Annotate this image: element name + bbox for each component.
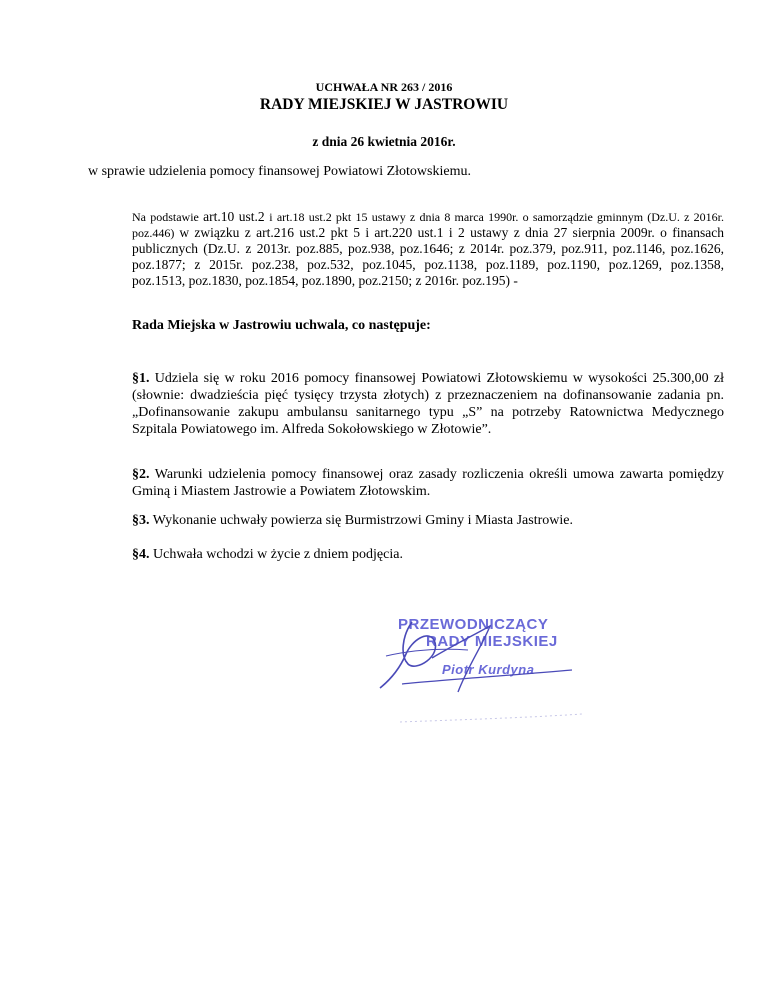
legal-basis xyxy=(88,209,724,289)
paragraph-4-number: §4. xyxy=(132,547,150,562)
paragraph-3 xyxy=(88,512,724,529)
stamp-line-name: Piotr Kurdyna xyxy=(442,662,535,677)
council-name: RADY MIEJSKIEJ W JASTROWIU xyxy=(259,96,509,113)
paragraph-3-number: §3. xyxy=(132,513,150,528)
legal-basis-part-d: w związku z art.216 ust.2 pkt 5 i art.220 ust.1 i 2 ustawy z dnia 27 sierpnia 2009r. o finansach publicznych (Dz.U. z 2013r. poz.885, poz.938, poz.1646; z 2014r. poz.379, poz.911, poz.1146, poz.1626, poz.1877; z 2015r. poz.238, poz.532, poz.1045, poz.1138, poz.1189, poz.1190, poz.1269, poz.1358, poz.1513, poz.1830, poz.1854, poz.1890, poz.2150; z 2016r. poz.195) - xyxy=(132,225,724,288)
paragraph-1 xyxy=(88,370,724,438)
signature-icon xyxy=(372,596,602,730)
resolution-subject: w sprawie udzielenia pomocy finansowej Powiatowi Złotowskiemu. xyxy=(88,164,471,179)
paragraph-2-number: §2. xyxy=(132,467,150,482)
legal-basis-part-a: Na podstawie xyxy=(132,210,204,224)
stamp-line-title: PRZEWODNICZĄCY xyxy=(398,616,549,633)
paragraph-3-text: Wykonanie uchwały powierza się Burmistrzowi Gminy i Miasta Jastrowie. xyxy=(149,513,573,528)
paragraph-4-text: Uchwała wchodzi w życie z dniem podjęcia. xyxy=(149,547,403,562)
legal-basis-part-c: i art.18 ust.2 pkt 15 ustawy z dnia 8 marca 1990r. o samorządzie gminnym (Dz.U. z 2016r. poz.446) xyxy=(132,210,725,240)
paragraph-4 xyxy=(88,546,724,563)
paragraph-1-number: §1. xyxy=(132,371,150,386)
paragraph-2-text: Warunki udzielenia pomocy finansowej oraz zasady rozliczenia określi umowa zawarta pomiędzy Gminą i Miastem Jastrowie a Powiatem Złotowskim. xyxy=(132,467,724,499)
legal-basis-part-b: art.10 ust.2 xyxy=(203,209,270,224)
resolution-date: z dnia 26 kwietnia 2016r. xyxy=(312,134,456,149)
paragraph-1-text: Udziela się w roku 2016 pomocy finansowej Powiatowi Złotowskiemu w wysokości 25.300,00 zł (słownie: dwadzieścia pięć tysięcy trzysta złotych) z przeznaczeniem na dofinansowanie zadania pn. „Dofinansowanie zakupu ambulansu sanitarnego typu „S” na potrzeby Ratownictwa Medycznego Szpitala Powiatowego im. Alfreda Sokołowskiego w Złotowie”. xyxy=(132,371,724,437)
resolution-number: UCHWAŁA NR 263 / 2016 xyxy=(315,80,453,94)
resolves-heading: Rada Miejska w Jastrowiu uchwala, co następuje: xyxy=(132,318,431,333)
chairman-stamp xyxy=(372,596,602,730)
paragraph-2 xyxy=(88,466,724,500)
stamp-line-council: RADY MIEJSKIEJ xyxy=(426,633,558,650)
